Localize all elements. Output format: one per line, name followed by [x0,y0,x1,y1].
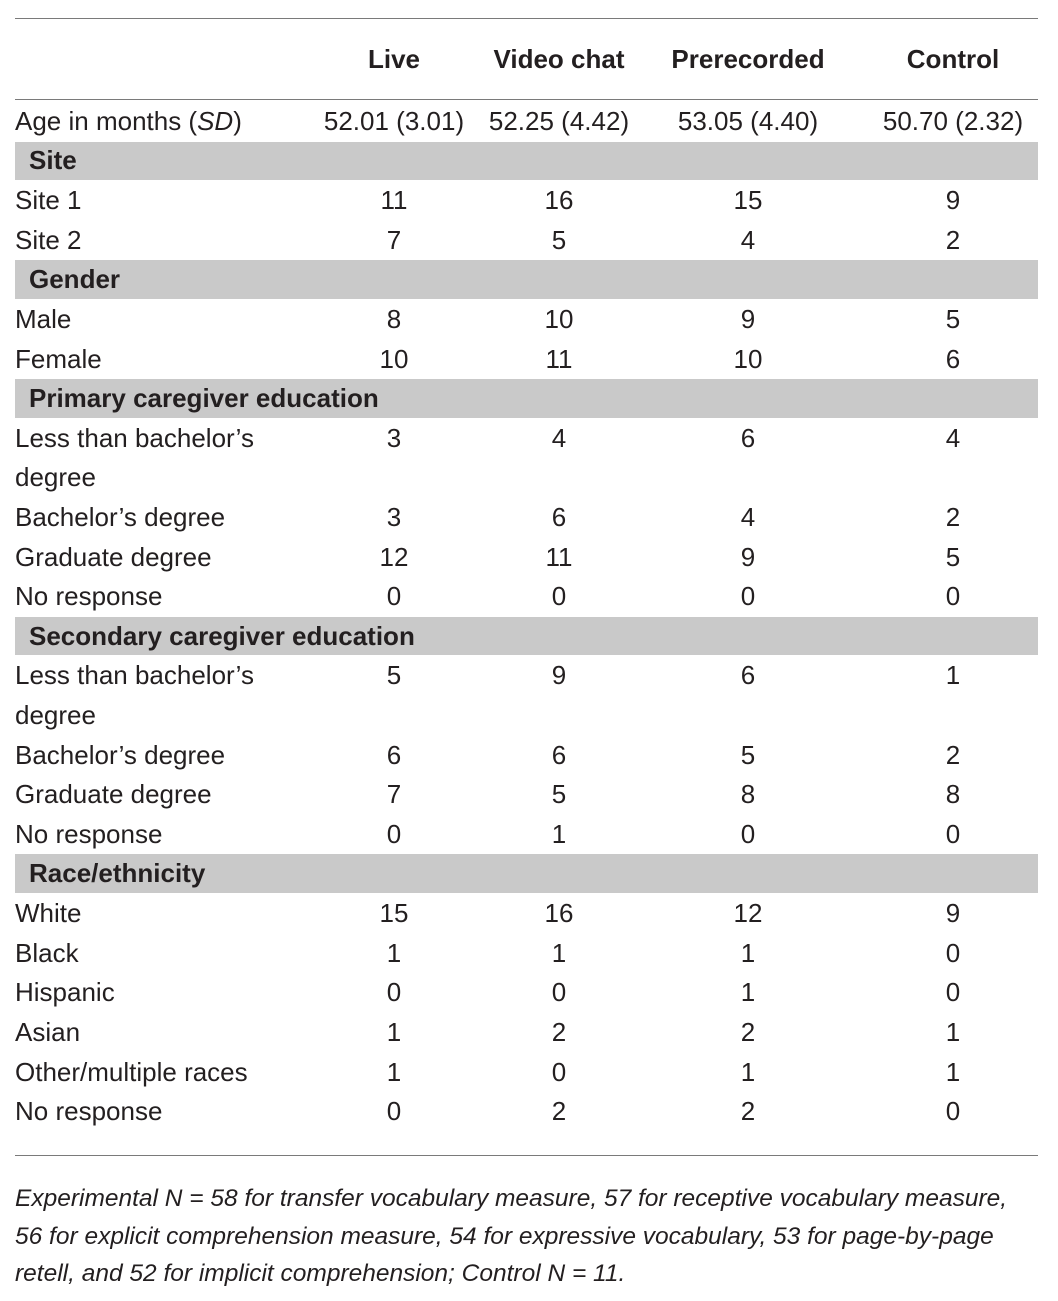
cell-prerecorded: 9 [740,304,756,335]
cell-control: 2 [945,502,961,533]
column-header-video-chat: Video chat [493,43,625,74]
cell-prerecorded: 0 [740,581,756,612]
cell-live: 8 [386,304,402,335]
cell-prerecorded: 1 [740,1056,756,1087]
cell-video-chat: 0 [551,581,567,612]
row-label: Less than bachelor’s degree [15,422,254,493]
cell-video-chat: 5 [551,779,567,810]
cell-video-chat: 10 [544,304,574,335]
row-label: Hispanic [15,977,115,1008]
section-title: Secondary caregiver education [29,620,415,651]
cell-live: 0 [386,581,402,612]
row-label: Bachelor’s degree [15,739,226,770]
row-label: Bachelor’s degree [15,502,226,533]
cell-prerecorded: 4 [740,225,756,256]
cell-prerecorded: 10 [733,343,763,374]
cell-live: 7 [386,779,402,810]
cell-live: 11 [380,185,408,216]
cell-live: 5 [386,660,402,691]
cell-live: 15 [379,898,409,929]
cell-video-chat: 11 [545,541,573,572]
table-row [15,498,1038,538]
table-row [15,1013,1038,1053]
table-row [15,419,1038,498]
cell-live: 3 [386,422,402,453]
row-label: No response [15,818,163,849]
cell-control: 0 [945,1096,961,1127]
cell-prerecorded: 2 [740,1096,756,1127]
age-video-chat: 52.25 (4.42) [488,106,630,137]
demographics-table [15,18,1038,1156]
cell-control: 6 [945,343,961,374]
age-live: 52.01 (3.01) [323,106,465,137]
cell-prerecorded: 4 [740,502,756,533]
section-title: Site [29,145,77,176]
cell-video-chat: 1 [551,818,567,849]
cell-prerecorded: 1 [740,937,756,968]
section-header-row [15,617,1038,657]
cell-control: 0 [945,937,961,968]
column-header-live: Live [367,43,421,74]
cell-video-chat: 6 [551,502,567,533]
table-row [15,736,1038,776]
cell-prerecorded: 1 [740,977,756,1008]
cell-live: 7 [386,225,402,256]
cell-control: 0 [945,977,961,1008]
table-row [15,577,1038,617]
table-row [15,894,1038,934]
bottom-rule [15,1155,1038,1156]
cell-live: 1 [386,937,402,968]
cell-video-chat: 1 [551,937,567,968]
row-label: Asian [15,1016,81,1047]
cell-video-chat: 2 [551,1096,567,1127]
table-body [15,142,1038,1132]
cell-live: 3 [386,502,402,533]
table-row [15,1052,1038,1092]
age-control: 50.70 (2.32) [882,106,1024,137]
row-label: Black [15,937,79,968]
cell-prerecorded: 15 [733,185,763,216]
cell-live: 1 [386,1056,402,1087]
cell-control: 1 [945,1016,961,1047]
age-prerecorded: 53.05 (4.40) [677,106,819,137]
cell-live: 12 [379,541,409,572]
cell-control: 9 [945,898,961,929]
cell-video-chat: 4 [551,422,567,453]
row-label: Less than bachelor’s degree [15,660,254,730]
section-title: Gender [29,264,121,295]
row-label: No response [15,581,163,612]
cell-video-chat: 16 [544,898,574,929]
cell-control: 0 [945,581,961,612]
cell-prerecorded: 9 [740,541,756,572]
table-row [15,973,1038,1013]
row-label: Male [15,304,72,335]
cell-prerecorded: 8 [740,779,756,810]
cell-video-chat: 5 [551,225,567,256]
row-label: No response [15,1096,163,1127]
cell-live: 0 [386,977,402,1008]
cell-video-chat: 0 [551,1056,567,1087]
cell-control: 1 [945,1056,961,1087]
table-row [15,538,1038,578]
cell-control: 8 [945,779,961,810]
table-row [15,300,1038,340]
cell-video-chat: 6 [551,739,567,770]
cell-prerecorded: 6 [740,422,756,453]
table-row [15,340,1038,380]
cell-prerecorded: 12 [733,898,763,929]
cell-control: 5 [945,304,961,335]
age-label: Age in months (SD) [15,106,242,137]
cell-video-chat: 16 [544,185,574,216]
row-label: Site 1 [15,185,82,216]
row-label: Site 2 [15,225,82,256]
table-row [15,815,1038,855]
header-rule [15,99,1038,100]
cell-live: 10 [379,343,409,374]
column-header-prerecorded: Prerecorded [671,43,825,74]
section-title: Race/ethnicity [29,858,206,889]
section-header-row [15,142,1038,182]
row-label: White [15,898,82,929]
section-title: Primary caregiver education [29,382,379,413]
cell-video-chat: 11 [545,343,573,374]
cell-video-chat: 9 [551,660,567,691]
section-header-row [15,260,1038,300]
cell-prerecorded: 0 [740,818,756,849]
cell-control: 4 [945,422,961,453]
cell-video-chat: 2 [551,1016,567,1047]
table-row [15,181,1038,221]
row-label: Graduate degree [15,779,212,810]
table-row [15,775,1038,815]
table-row [15,1092,1038,1132]
row-label: Other/multiple races [15,1056,248,1087]
section-header-row [15,854,1038,894]
cell-live: 6 [386,739,402,770]
cell-control: 2 [945,739,961,770]
table-row [15,933,1038,973]
table-row [15,221,1038,261]
age-row [15,102,1038,142]
row-label: Graduate degree [15,541,212,572]
cell-live: 1 [386,1016,402,1047]
cell-prerecorded: 5 [740,739,756,770]
cell-control: 0 [945,818,961,849]
cell-video-chat: 0 [551,977,567,1008]
section-header-row [15,379,1038,419]
cell-control: 2 [945,225,961,256]
table-footnote: Experimental N = 58 for transfer vocabulary measure, 57 for receptive vocabulary measure, 56 for explicit comprehension measure, 54 for expressive vocabulary, 53 for page-by-page retell, and 52 for implicit comprehension; Control N = 11. [15,1185,1008,1287]
cell-live: 0 [386,1096,402,1127]
table-row [15,656,1038,735]
cell-control: 5 [945,541,961,572]
row-label: Female [15,343,102,374]
cell-control: 1 [945,660,961,691]
cell-control: 9 [945,185,961,216]
column-header-control: Control [906,43,1000,74]
cell-prerecorded: 2 [740,1016,756,1047]
cell-prerecorded: 6 [740,660,756,691]
column-header-row [15,19,1038,99]
cell-live: 0 [386,818,402,849]
